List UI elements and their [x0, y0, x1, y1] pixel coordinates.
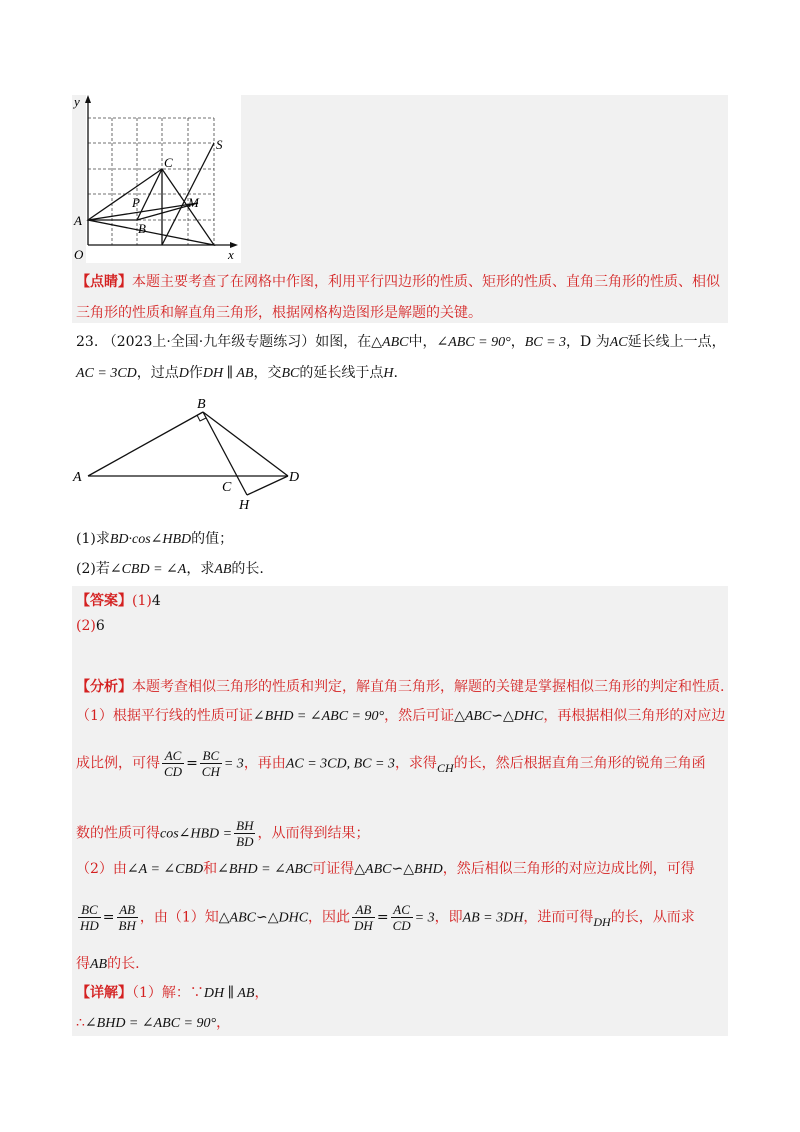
- point-p-label: P: [132, 195, 140, 210]
- point-s-label: S: [216, 137, 223, 152]
- a5-math-2: ∠BHD = ∠ABC: [217, 862, 313, 877]
- answer-2-value: 6: [95, 618, 105, 634]
- a5-text-d: ，然后相似三角形的对应边成比例，可得: [442, 861, 695, 877]
- math-dh-parallel: DH ∥ AB: [202, 366, 254, 381]
- text-cross: ，交: [253, 365, 282, 381]
- frac-den: CD: [392, 918, 411, 933]
- a2-text-a: （1）根据平行线的性质可证: [76, 708, 253, 724]
- math-bc: BC: [281, 366, 300, 381]
- equals: =: [186, 755, 198, 772]
- axis-y-label: y: [74, 95, 80, 109]
- analysis-line-2: [76, 705, 725, 728]
- fraction-ab-dh: [352, 902, 375, 933]
- text-end: .: [393, 365, 398, 381]
- a2-math-1: ∠BHD = ∠ABC = 90°: [252, 709, 385, 724]
- frac-den: CH: [201, 764, 220, 779]
- tri-point-c-label: C: [222, 480, 232, 495]
- note-line-2: [76, 302, 482, 324]
- q2-ab: AB: [214, 562, 232, 577]
- sep-1: ，: [510, 334, 525, 350]
- text-through: ，过点: [136, 365, 179, 381]
- point-m-label: M: [188, 195, 199, 210]
- frac-den: DH: [354, 918, 373, 933]
- answer-1-label: (1): [132, 593, 152, 609]
- frac-den: BD: [236, 834, 254, 849]
- analysis-line-6: [76, 902, 695, 933]
- frac-den: HD: [80, 918, 99, 933]
- solution-panel: [72, 586, 728, 1036]
- analysis-line-1: [76, 676, 724, 698]
- answer-line-2: [76, 615, 105, 637]
- a7-ab: AB: [90, 957, 108, 972]
- frac-num: BC: [200, 748, 222, 764]
- math-tri-abc: △ABC: [371, 335, 409, 350]
- analysis-tag: 【分析】: [76, 679, 132, 695]
- point-a-label: A: [74, 213, 82, 228]
- question-1: [76, 528, 233, 551]
- math-ac: AC: [609, 335, 628, 350]
- origin-label: O: [74, 247, 84, 262]
- d2-text-b: ，: [216, 1015, 231, 1031]
- triangle-figure: [70, 395, 310, 515]
- q2-mid: ，求: [186, 561, 215, 577]
- frac-num: BC: [78, 902, 101, 918]
- problem-line-1: [76, 331, 726, 354]
- frac-num: AB: [117, 902, 138, 918]
- point-c-label: C: [164, 155, 173, 170]
- frac-num: AB: [352, 902, 375, 918]
- note-text-1: 本题主要考查了在网格中作图，利用平行四边形的性质、矩形的性质、直角三角形的性质、相似: [132, 274, 720, 290]
- math-d: D: [178, 366, 189, 381]
- d1-math: DH ∥ AB: [203, 986, 255, 1001]
- fraction-ac-cd-2: [391, 902, 413, 933]
- axis-x-label: x: [228, 247, 234, 262]
- d2-text-a: ∴: [76, 1015, 85, 1031]
- fraction-bc-ch: [200, 748, 222, 779]
- analysis-text-1: 本题考查相似三角形的性质和判定，解直角三角形，解题的关键是掌握相似三角形的判定和性质.: [132, 679, 725, 695]
- math-ac-3cd: AC = 3CD: [76, 366, 137, 381]
- a7-text-a: 得: [76, 956, 90, 972]
- frac-num: BH: [236, 818, 254, 833]
- question-2: [76, 558, 264, 581]
- fraction-ac-cd: [162, 748, 184, 779]
- text-mid: 中，: [408, 334, 437, 350]
- detail-line-1: [76, 982, 268, 1005]
- analysis-line-4: [76, 818, 369, 849]
- frac-num: AC: [162, 748, 184, 764]
- detail-line-2: [76, 1012, 230, 1035]
- frac-den: CD: [164, 764, 183, 779]
- a6-text-c: ，即: [434, 909, 463, 926]
- a4-cos: cos∠HBD =: [160, 826, 233, 842]
- tri-point-b-label: B: [197, 397, 206, 412]
- a5-math-1: ∠A = ∠CBD: [126, 862, 204, 877]
- equals-3: = 3: [414, 910, 435, 926]
- analysis-line-7: [76, 953, 140, 976]
- a4-text-a: 数的性质可得: [76, 825, 160, 842]
- a6-dh: DH: [593, 914, 611, 929]
- q2-prefix: (2)若: [76, 561, 110, 577]
- segment-ab: [88, 412, 203, 476]
- frac-den: BH: [118, 918, 136, 933]
- tri-point-d-label: D: [289, 470, 300, 485]
- a7-text-b: 的长.: [107, 956, 140, 972]
- problem-line-2: [76, 362, 398, 385]
- text-extension-point: 的延长线于点: [299, 365, 384, 381]
- answer-2-label: (2): [76, 618, 96, 634]
- segment-dh: [247, 476, 288, 495]
- fraction-bc-hd: [78, 902, 101, 933]
- a6-text-b: ，因此: [308, 909, 351, 926]
- text-d: D 为: [580, 334, 610, 350]
- a3-text-c: ，求得: [394, 755, 437, 772]
- tri-point-a-label: A: [73, 470, 82, 485]
- a2-text-c: ，再根据相似三角形的对应边: [543, 708, 726, 724]
- math-angle-abc: ∠ABC = 90°: [436, 335, 511, 350]
- a5-text-a: （2）由: [76, 861, 127, 877]
- a6-text-a: ，由（1）知: [139, 909, 219, 926]
- a5-math-3: △ABC∽△BHD: [354, 862, 443, 877]
- a6-math: △ABC∽△DHC: [218, 910, 309, 926]
- a6-math-2: AB = 3DH: [462, 910, 524, 926]
- a5-text-b: 和: [203, 861, 218, 877]
- math-h: H: [383, 366, 394, 381]
- d1-text-b: ，: [254, 985, 269, 1001]
- q1-prefix: (1)求: [76, 531, 110, 547]
- fraction-ab-bh: [117, 902, 138, 933]
- a6-text-d: ，进而可得: [523, 909, 594, 926]
- a3-text-d: 的长，然后根据直角三角形的锐角三角函: [453, 755, 706, 772]
- point-b-label: B: [138, 221, 146, 236]
- text-draw: 作: [188, 365, 203, 381]
- sep-2: ，: [566, 334, 581, 350]
- analysis-line-5: [76, 858, 695, 881]
- answer-tag: 【答案】: [76, 593, 132, 609]
- d1-text-a: （1）解：∵: [132, 985, 204, 1001]
- q1-math: BD·cos∠HBD: [109, 532, 192, 547]
- note-text-2: 三角形的性质和解直角三角形，根据网格构造图形是解题的关键。: [76, 305, 482, 321]
- detail-tag: 【详解】: [76, 985, 132, 1001]
- segment-bd: [203, 412, 288, 476]
- note-tag: 【点睛】: [76, 274, 132, 290]
- text-extension: 延长线上一点，: [627, 334, 726, 350]
- problem-source: （2023上·全国·九年级专题练习）如图，在: [102, 334, 372, 350]
- a6-text-e: 的长，从而求: [610, 909, 695, 926]
- frac-num: AC: [391, 902, 413, 918]
- analysis-line-3: [76, 748, 706, 779]
- a4-text-b: ，从而得到结果；: [257, 825, 370, 842]
- equals: =: [102, 909, 115, 926]
- equals: =: [376, 909, 389, 926]
- a2-math-2: △ABC∽△DHC: [454, 709, 544, 724]
- q1-suffix: 的值；: [191, 531, 234, 547]
- answer-1-value: 4: [151, 593, 161, 609]
- tri-point-h-label: H: [239, 498, 250, 513]
- problem-number: 23.: [76, 334, 99, 350]
- a5-text-c: 可证得: [312, 861, 355, 877]
- a3-text-b: ，再由: [243, 755, 286, 772]
- grid-figure: [72, 95, 247, 265]
- d2-math: ∠BHD = ∠ABC = 90°: [84, 1016, 217, 1031]
- q2-suffix: 的长.: [231, 561, 264, 577]
- equals-3: = 3: [223, 756, 244, 772]
- note-line-1: [76, 271, 720, 293]
- answer-line-1: [76, 590, 161, 612]
- a2-text-b: ，然后可证: [384, 708, 455, 724]
- math-bc-eq: BC = 3: [524, 335, 567, 350]
- a3-math: AC = 3CD, BC = 3: [285, 756, 395, 772]
- q2-math: ∠CBD = ∠A: [109, 562, 187, 577]
- a3-ch: CH: [436, 760, 454, 775]
- fraction-bh-bd: [234, 818, 255, 849]
- a3-text-a: 成比例，可得: [76, 755, 160, 772]
